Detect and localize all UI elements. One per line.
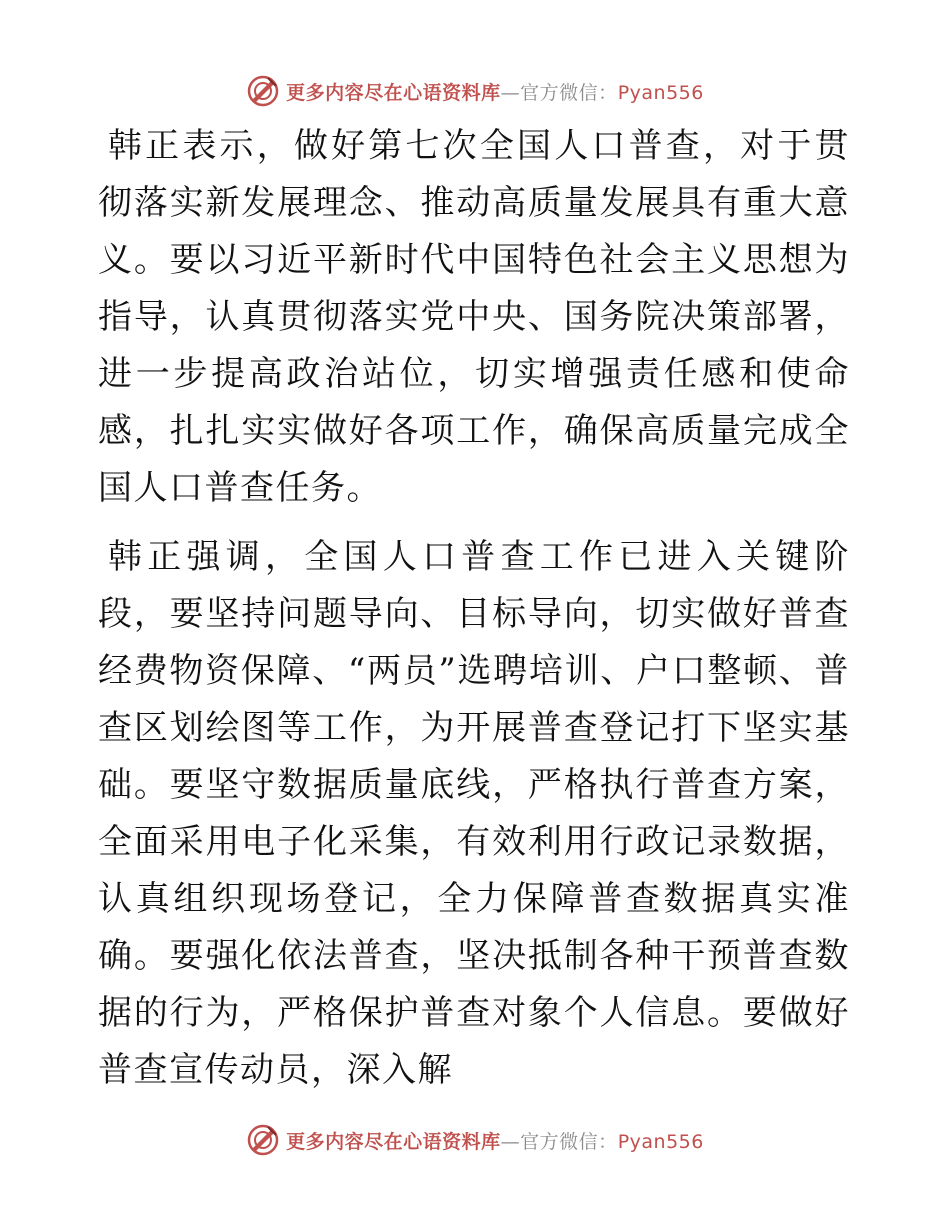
brand-logo-icon (246, 74, 280, 108)
banner-separator: — (500, 81, 521, 104)
banner-brand-text: 更多内容尽在心语资料库 (286, 1130, 501, 1153)
header-banner (0, 71, 950, 111)
banner-wechat-id: Pyan556 (617, 1130, 704, 1153)
brand-logo-icon (246, 1123, 280, 1157)
banner-brand-text: 更多内容尽在心语资料库 (286, 81, 501, 104)
banner-text (286, 78, 704, 105)
paragraph: 韩正强调，全国人口普查工作已进入关键阶段，要坚持问题导向、目标导向，切实做好普查经费物资保障、“两员”选聘培训、户口整顿、普查区划绘图等工作，为开展普查登记打下坚实基础。要坚守数据质量底线，严格执行普查方案，全面采用电子化采集，有效利用行政记录数据，认真组织现场登记，全力保障普查数据真实准确。要强化依法普查，坚决抵制各种干预普查数据的行为，严格保护普查对象个人信息。要做好普查宣传动员，深入解 (98, 537, 850, 1090)
banner-wechat-label: 官方微信： (520, 1130, 618, 1153)
document-body (98, 118, 850, 1111)
footer-banner (0, 1120, 950, 1160)
banner-text (286, 1127, 704, 1154)
banner-wechat-label: 官方微信： (520, 81, 618, 104)
banner-wechat-id: Pyan556 (617, 81, 704, 104)
banner-separator: — (500, 1130, 521, 1153)
paragraph: 韩正表示，做好第七次全国人口普查，对于贯彻落实新发展理念、推动高质量发展具有重大意义。要以习近平新时代中国特色社会主义思想为指导，认真贯彻落实党中央、国务院决策部署，进一步提高政治站位，切实增强责任感和使命感，扎扎实实做好各项工作，确保高质量完成全国人口普查任务。 (98, 126, 850, 508)
